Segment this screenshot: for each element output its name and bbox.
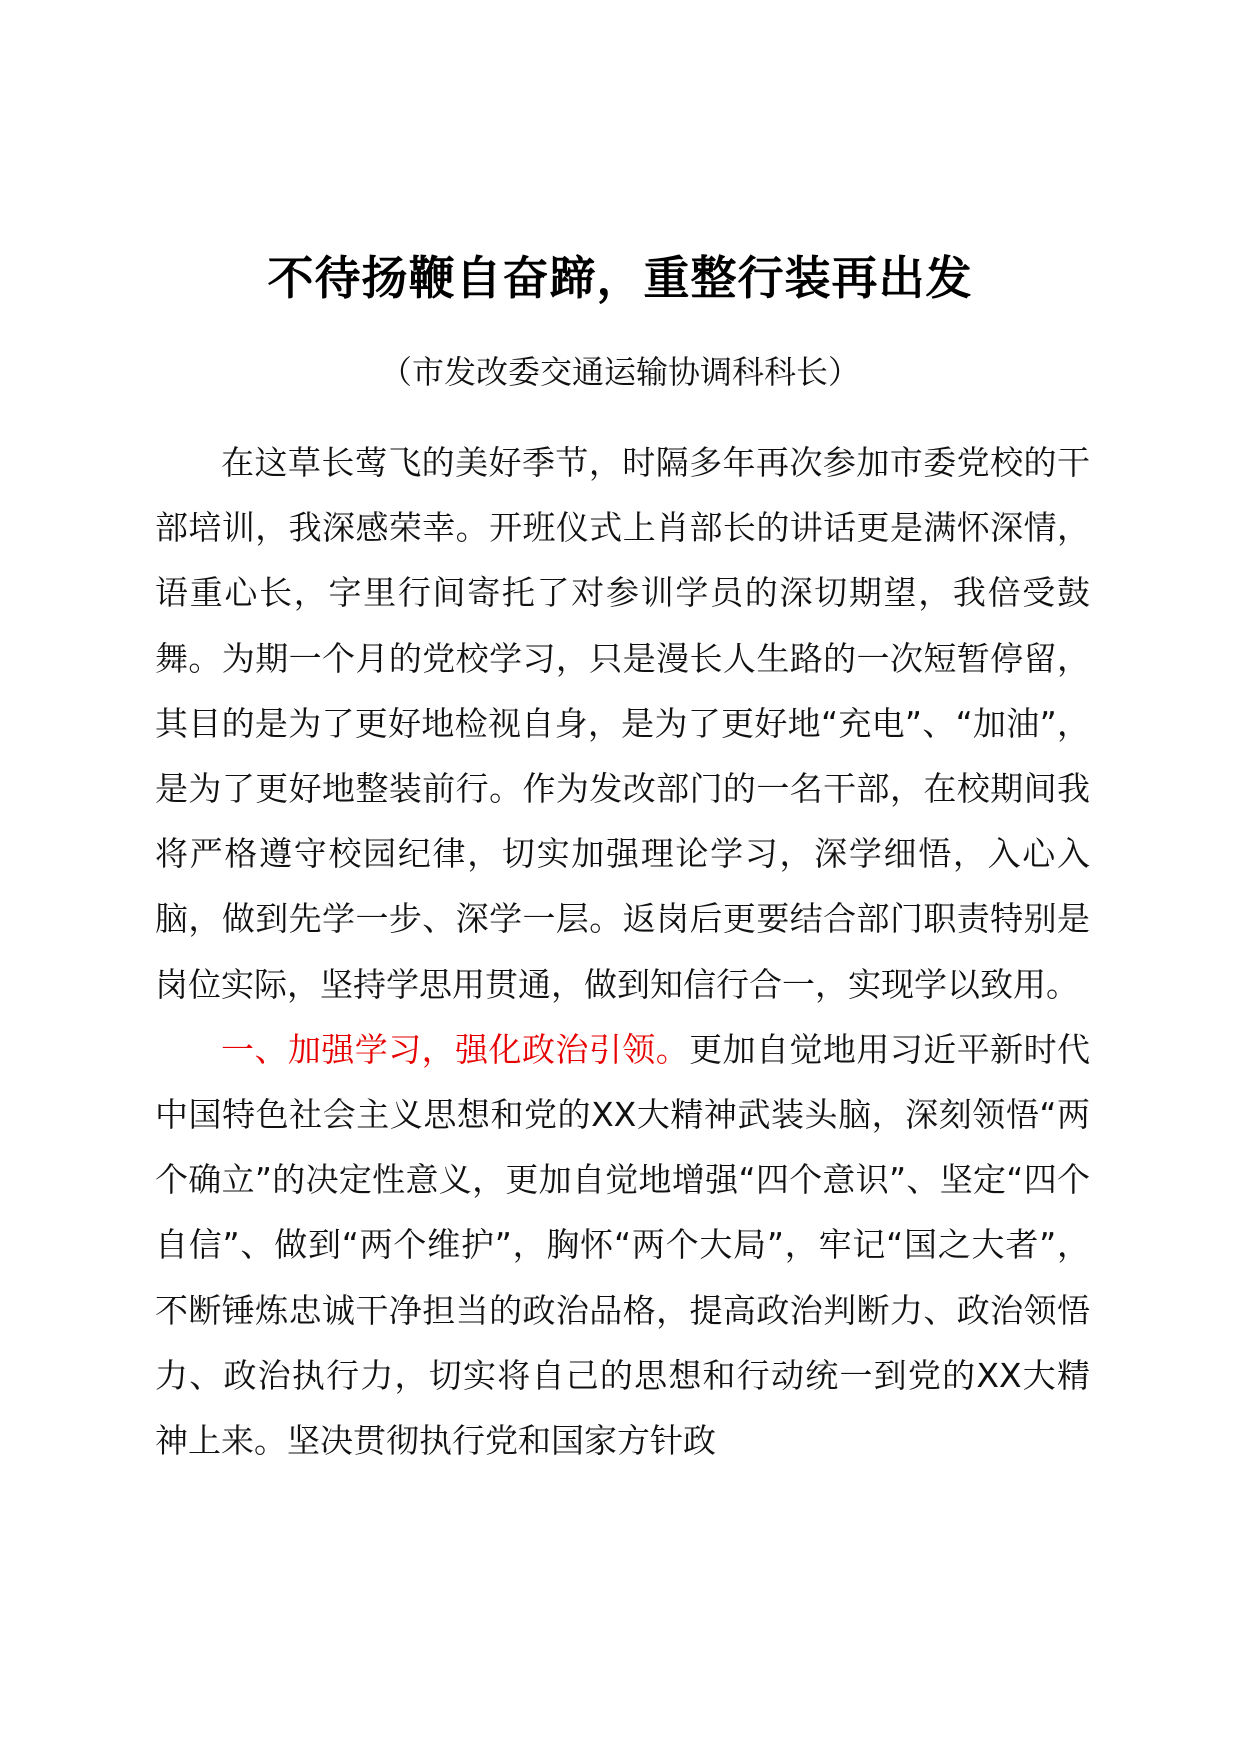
paragraph-intro: [155, 430, 1090, 1017]
document-subtitle: （市发改委交通运输协调科科长）: [379, 353, 860, 391]
section-1-heading: 一、加强学习，强化政治引领。: [221, 1029, 690, 1069]
document-body: [155, 430, 1090, 1473]
document-title: 不待扬鞭自奋蹄，重整行装再出发: [267, 251, 973, 305]
section-1-text: 更加自觉地用习近平新时代中国特色社会主义思想和党的XX大精神武装头脑，深刻领悟“两个确立”的决定性意义，更加自觉地增强“四个意识”、坚定“四个自信”、做到“两个维护”，胸怀“两个大局”，牢记“国之大者”，不断锤炼忠诚干净担当的政治品格，提高政治判断力、政治领悟力、政治执行力，切实将自己的思想和行动统一到党的XX大精神上来。坚决贯彻执行党和国家方针政: [155, 1029, 1091, 1461]
paragraph-section-1: [155, 1017, 1090, 1473]
paragraph-intro-text: 在这草长莺飞的美好季节，时隔多年再次参加市委党校的干部培训，我深感荣幸。开班仪式上肖部长的讲话更是满怀深情，语重心长，字里行间寄托了对参训学员的深切期望，我倍受鼓舞。为期一个月的党校学习，只是漫长人生路的一次短暂停留，其目的是为了更好地检视自身，是为了更好地“充电”、“加油”，是为了更好地整装前行。作为发改部门的一名干部，在校期间我将严格遵守校园纪律，切实加强理论学习，深学细悟，入心入脑，做到先学一步、深学一层。返岗后更要结合部门职责特别是岗位实际，坚持学思用贯通，做到知信行合一，实现学以致用。: [155, 443, 1090, 1004]
